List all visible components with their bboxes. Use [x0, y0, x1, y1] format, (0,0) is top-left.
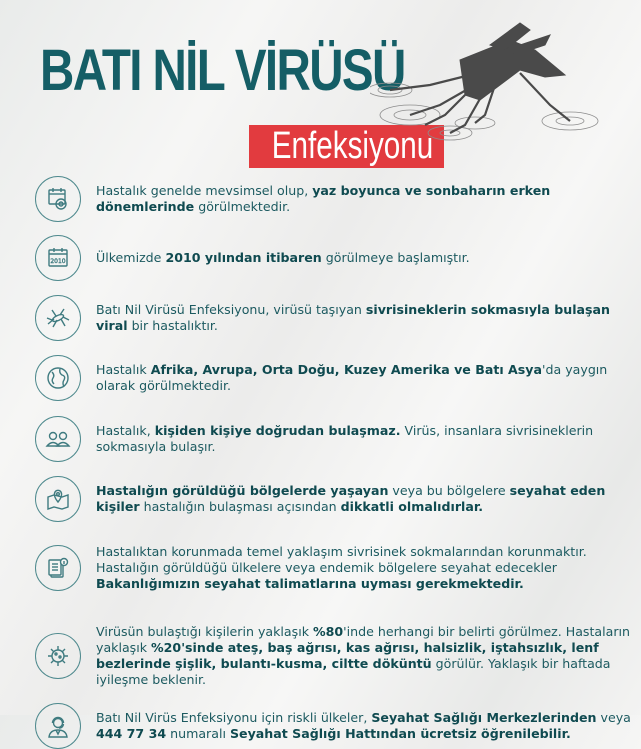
item-text: Hastalıktan korunmada temel yaklaşım sivrisinek sokmalarından korunmaktır. Hastalığın görüldüğü ülkelere veya endemik bölgelere seyahat edecekler Bakanlığımızın seyahat talimatlarına uyması gerekmektedir.	[96, 544, 587, 591]
item-text: Ülkemizde 2010 yılından itibaren görülmeye başlamıştır.	[96, 250, 470, 265]
list-item	[35, 235, 635, 281]
item-text: Batı Nil Virüs Enfeksiyonu için riskli ülkeler, Seyahat Sağlığı Merkezlerinden veya 444 77 34 numaralı Seyahat Sağlığı Hattından ücretsiz öğrenilebilir.	[96, 710, 631, 741]
virus-icon	[35, 633, 81, 679]
mosquito-illustration-icon	[370, 15, 630, 145]
call-center-icon	[35, 703, 81, 749]
globe-icon	[35, 355, 81, 401]
calendar-2010-icon	[35, 235, 81, 281]
svg-text:2010: 2010	[50, 258, 66, 265]
list-item	[35, 295, 635, 341]
item-text: Batı Nil Virüsü Enfeksiyonu, virüsü taşıyan sivrisineklerin sokmasıyla bulaşan viral bir hastalıktır.	[96, 302, 611, 333]
subtitle-text: Enfeksiyonu	[271, 125, 434, 167]
calendar-gear-icon	[35, 176, 81, 222]
mosquito-icon	[35, 295, 81, 341]
document-info-icon	[35, 545, 81, 591]
item-text: Hastalık genelde mevsimsel olup, yaz boyunca ve sonbaharın erken dönemlerinde görülmektedir.	[96, 183, 551, 214]
item-text: Virüsün bulaştığı kişilerin yaklaşık %80'inde herhangi bir belirti görülmez. Hastaların yaklaşık %20'sinde ateş, baş ağrısı, kas ağrısı, halsizlik, iştahsızlık, lenf bezlerinde şişlik, bulantı-kusma, ciltte döküntü görülür. Yaklaşık bir haftada iyileşme beklenir.	[96, 624, 631, 687]
list-item	[35, 416, 635, 462]
header	[0, 0, 641, 165]
list-item	[35, 544, 635, 592]
list-item	[35, 476, 635, 522]
people-icon	[35, 416, 81, 462]
list-item	[35, 176, 635, 222]
list-item	[35, 355, 635, 401]
item-text: Hastalık, kişiden kişiye doğrudan bulaşmaz. Virüs, insanlara sivrisineklerin sokmasıyla bulaşır.	[96, 423, 594, 454]
list-item	[35, 703, 635, 749]
item-text: Hastalığın görüldüğü bölgelerde yaşayan veya bu bölgelere seyahat eden kişiler hastalığın bulaşması açısından dikkatli olmalıdırlar.	[96, 483, 606, 514]
item-text: Hastalık Afrika, Avrupa, Orta Doğu, Kuzey Amerika ve Batı Asya'da yaygın olarak görülmektedir.	[96, 362, 608, 393]
list-item	[35, 624, 635, 688]
page-title: BATI NİL VİRÜSÜ	[40, 38, 405, 103]
map-pin-icon	[35, 476, 81, 522]
